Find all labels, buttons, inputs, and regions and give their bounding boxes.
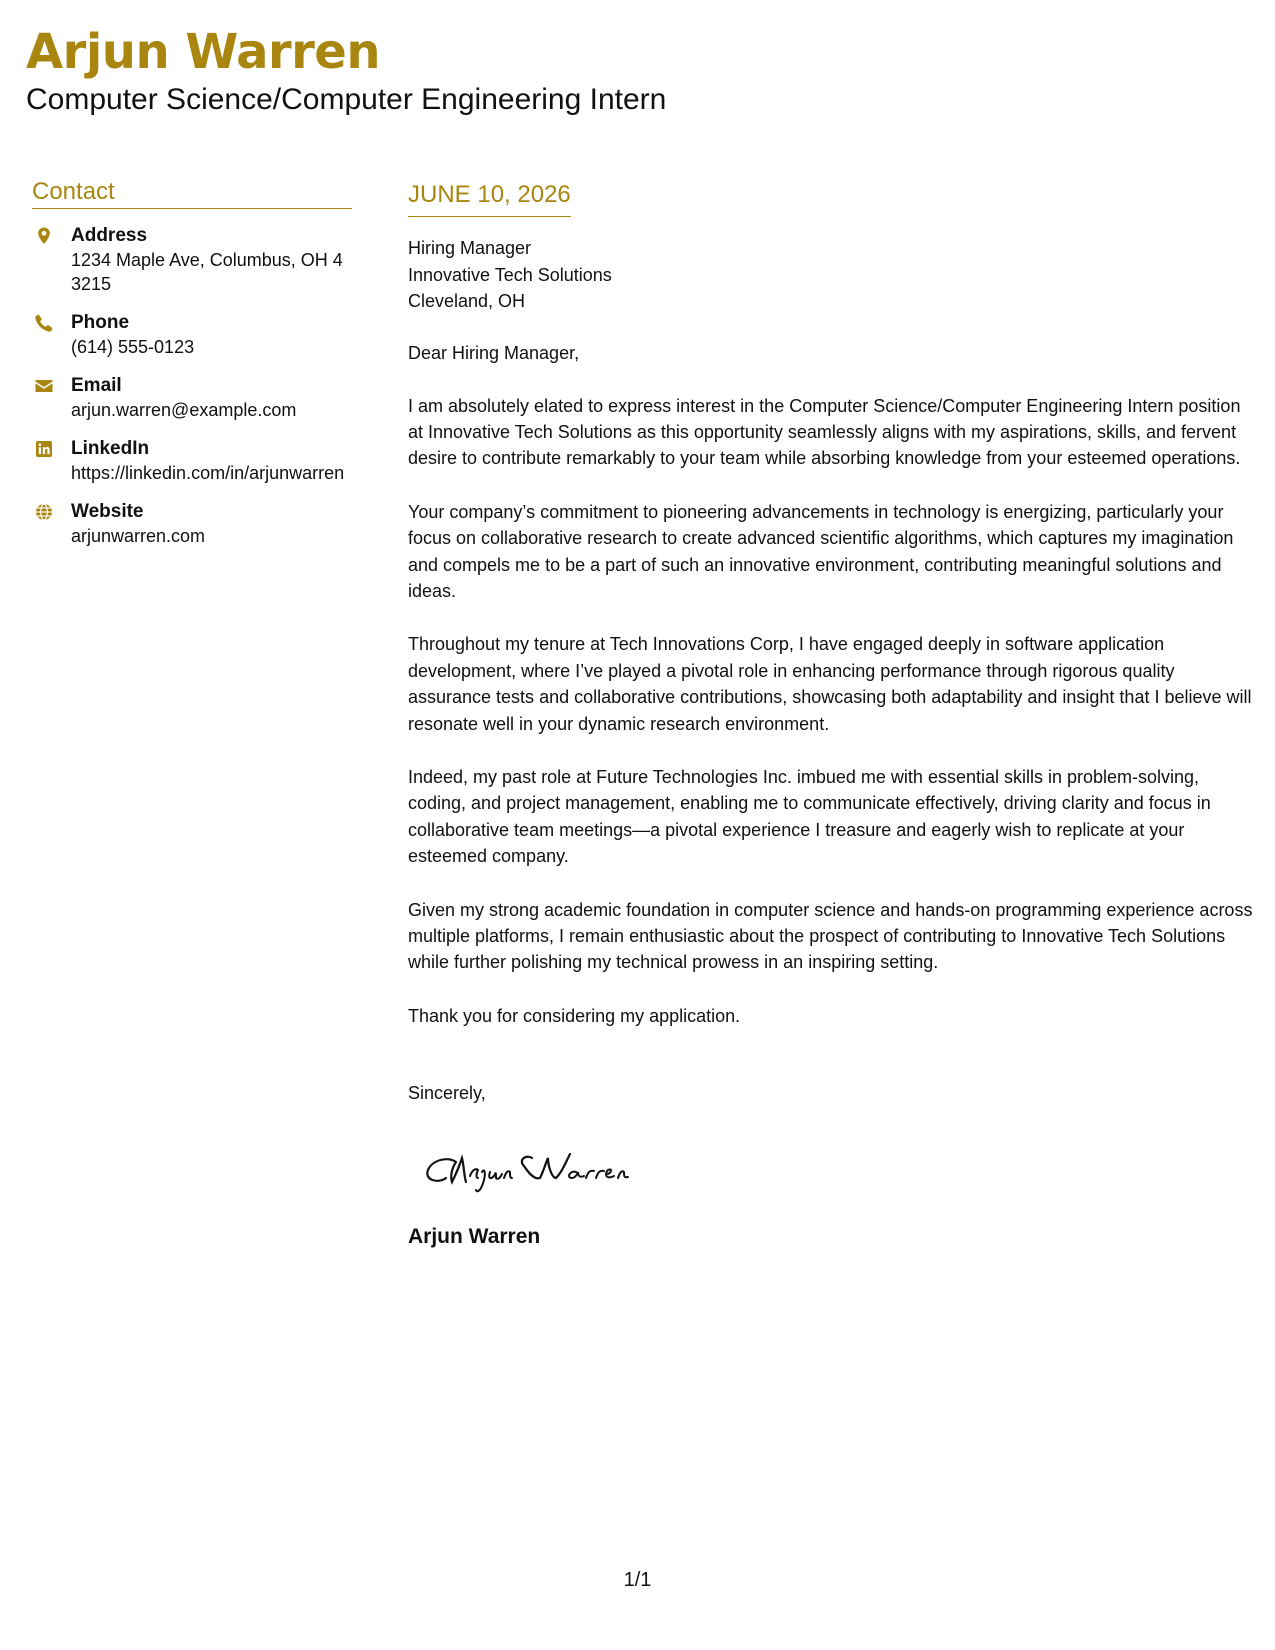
contact-sidebar: [32, 178, 352, 548]
body-paragraph: Given my strong academic foundation in computer science and hands-on programming experience across multiple platforms, I remain enthusiastic about the prospect of contributing to Innovative Tech Solutions while further polishing my technical prowess in an inspiring setting.: [408, 899, 1253, 973]
contact-email: [32, 373, 352, 422]
body-paragraph: Throughout my tenure at Tech Innovations Corp, I have engaged deeply in software application development, where I’ve played a pivotal role in enhancing performance through rigorous quality assurance tests and collaborative contributions, showcasing both adaptability and insight that I believe will resonate well in your dynamic research environment.: [408, 634, 1252, 734]
contact-value: 1234 Maple Ave, Columbus, OH 43215: [71, 250, 343, 294]
date-block: [408, 180, 571, 217]
contact-label: Phone: [71, 312, 130, 333]
applicant-role: Computer Science/Computer Engineering Intern: [26, 83, 667, 116]
recipient-line: Innovative Tech Solutions: [408, 264, 612, 285]
letter-header: [26, 22, 666, 118]
letter-body: [408, 180, 1253, 1251]
body-paragraph: Thank you for considering my application.: [408, 1005, 741, 1026]
contact-label: Address: [71, 225, 148, 246]
signature-image: [416, 1136, 666, 1196]
salutation: Dear Hiring Manager,: [408, 342, 580, 363]
recipient-line: Cleveland, OH: [408, 291, 526, 311]
contact-address: [32, 223, 352, 296]
contact-phone: [32, 310, 352, 359]
applicant-name: Arjun Warren: [26, 24, 381, 80]
contact-label: LinkedIn: [71, 438, 150, 459]
contact-website: [32, 499, 352, 548]
body-paragraph: I am absolutely elated to express interest in the Computer Science/Computer Engineering Intern position at Innovative Tech Solutions as this opportunity seamlessly aligns with my aspirations, skills, and fervent desire to contribute remarkably to your team while absorbing knowledge from your esteemed operations.: [408, 395, 1241, 469]
contact-title: Contact: [32, 178, 352, 209]
recipient-block: [408, 235, 1253, 315]
phone-icon: [34, 313, 54, 333]
contact-value[interactable]: arjunwarren.com: [71, 526, 206, 546]
envelope-icon: [34, 376, 54, 396]
contact-linkedin: [32, 436, 352, 485]
closing: Sincerely,: [408, 1083, 486, 1104]
contact-value: arjun.warren@example.com: [71, 400, 297, 420]
contact-label: Email: [71, 375, 122, 396]
contact-label: Website: [71, 501, 144, 522]
map-pin-icon: [34, 226, 54, 246]
letter-date: JUNE 10, 2026: [408, 181, 571, 208]
linkedin-icon: [34, 439, 54, 459]
body-paragraph: Indeed, my past role at Future Technologies Inc. imbued me with essential skills in problem-solving, coding, and project management, enabling me to communicate effectively, driving clarity and focus in collaborative team meetings—a pivotal experience I treasure and eagerly wish to replicate at your esteemed company.: [408, 766, 1211, 867]
recipient-line: Hiring Manager: [408, 238, 532, 258]
globe-icon: [34, 502, 54, 522]
contact-value: (614) 555-0123: [71, 337, 195, 357]
body-paragraph: Your company’s commitment to pioneering advancements in technology is energizing, particularly your focus on collaborative research to create advanced scientific algorithms, which captures my imagination and compels me to be a part of such an innovative environment, contributing meaningful solutions and ideas.: [408, 501, 1234, 601]
contact-value[interactable]: https://linkedin.com/in/arjunwarren: [71, 463, 345, 483]
signer-name: Arjun Warren: [408, 1225, 541, 1249]
page-number: 1/1: [623, 1569, 652, 1591]
